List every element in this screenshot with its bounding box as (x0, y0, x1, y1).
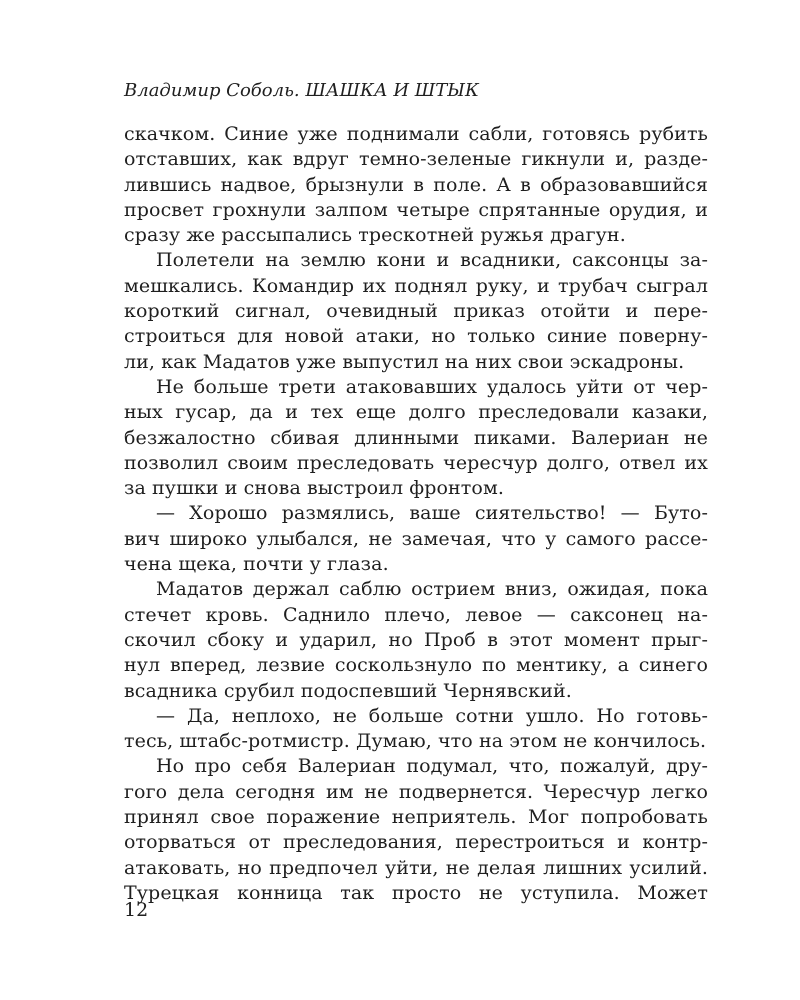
text-line: чена щека, почти у глаза. (124, 553, 389, 576)
text-line: оторваться от преследования, перестроиться и контр- (124, 831, 708, 854)
text-line: строиться для новой атаки, но только синие поверну- (124, 325, 708, 348)
text-line: Не больше трети атаковавших удалось уйти от чер- (156, 375, 708, 398)
text-line: мешкались. Командир их поднял руку, и трубач сыграл (124, 274, 708, 297)
text-line: нул вперед, лезвие соскользнуло по ментику, а синего (124, 654, 708, 677)
text-line: просвет грохнули залпом четыре спрятанные орудия, и (124, 198, 708, 221)
text-line: вич широко улыбался, не замечая, что у самого рассе- (124, 527, 708, 550)
text-line: Турецкая конница так просто не уступила. Может (124, 881, 708, 904)
text-line: скачком. Синие уже поднимали сабли, готовясь рубить (124, 123, 708, 145)
text-line: ных гусар, да и тех еще долго преследовали казаки, (124, 401, 708, 424)
page-number: 12 (124, 899, 149, 921)
text-line: короткий сигнал, очевидный приказ отойти и пере- (124, 300, 708, 323)
text-line: — Хорошо размялись, ваше сиятельство! — Буто- (156, 502, 708, 525)
text-line: отставших, как вдруг темно-зеленые гикнули и, разде- (124, 148, 708, 171)
text-line: Полетели на землю кони и всадники, саксонцы за- (156, 249, 708, 272)
text-line: лившись надвое, брызнули в поле. А в образовавшийся (124, 173, 708, 196)
text-line: сразу же рассыпались трескотней ружья драгун. (124, 224, 626, 247)
text-line: ли, как Мадатов уже выпустил на них свои эскадроны. (124, 350, 685, 373)
text-line: атаковать, но предпочел уйти, не делая лишних усилий. (124, 856, 708, 879)
text-line: Но про себя Валериан подумал, что, пожалуй, дру- (156, 755, 708, 778)
text-line: Мадатов держал саблю острием вниз, ожидая, пока (156, 578, 708, 601)
text-line: стечет кровь. Саднило плечо, левое — саксонец на- (124, 603, 708, 626)
text-line: позволил своим преследовать чересчур долго, отвел их (124, 451, 708, 474)
text-line: за пушки и снова выстроил фронтом. (124, 477, 504, 500)
text-line: тесь, штабс-ротмистр. Думаю, что на этом не кончилось. (124, 730, 707, 753)
text-line: — Да, неплохо, не больше сотни ушло. Но готовь- (156, 704, 708, 727)
body-text (124, 122, 708, 906)
text-line: принял свое поражение неприятель. Мог попробовать (124, 806, 708, 829)
text-line: безжалостно сбивая длинными пиками. Валериан не (124, 426, 708, 449)
running-head: Владимир Соболь. ШАШКА И ШТЫК (124, 80, 479, 101)
text-line: всадника срубил подоспевший Чернявский. (124, 679, 572, 702)
text-line: скочил сбоку и ударил, но Проб в этот момент прыг- (124, 628, 708, 651)
text-line: гого дела сегодня им не подвернется. Чересчур легко (124, 780, 708, 803)
